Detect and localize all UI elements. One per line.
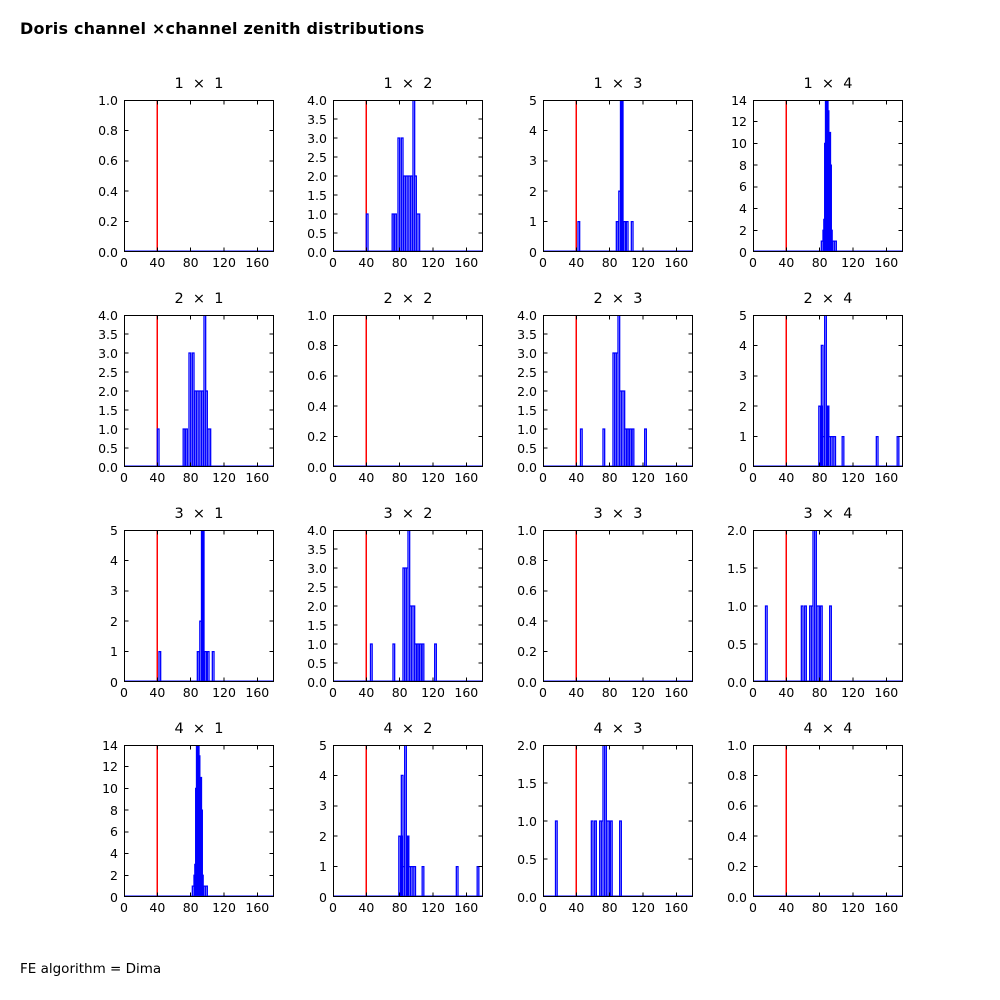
- histogram-path: [578, 100, 633, 251]
- x-tick-label: 80: [601, 255, 618, 270]
- x-tick-label: 0: [749, 255, 757, 270]
- plot-area: [543, 530, 693, 682]
- y-tick-label: 2.0: [307, 168, 327, 184]
- y-tick-label: 2: [110, 867, 118, 883]
- y-tick-label: 12: [102, 759, 118, 775]
- subplot-1x1: [98, 76, 274, 270]
- axes-frame: [125, 101, 274, 252]
- axes-frame: [754, 746, 903, 897]
- plot-area: [124, 100, 274, 252]
- y-tick-label: 0.0: [307, 244, 327, 260]
- y-tick-label: 2.0: [98, 383, 118, 399]
- plot-area: [333, 745, 483, 897]
- y-tick-label: 1.0: [517, 522, 537, 538]
- plot-area: [753, 100, 903, 252]
- y-tick-label: 2.5: [307, 579, 327, 595]
- plot-area: [333, 530, 483, 682]
- x-tick-label: 120: [841, 685, 865, 700]
- y-tick-label: 1.5: [727, 560, 747, 576]
- x-tick-label: 120: [421, 255, 445, 270]
- histogram-path: [766, 530, 832, 681]
- x-tick-label: 80: [601, 685, 618, 700]
- x-tick-label: 0: [539, 685, 547, 700]
- x-tick-label: 120: [631, 900, 655, 915]
- histogram-path: [556, 745, 622, 896]
- plot-area: [753, 315, 903, 467]
- y-tick-label: 0.2: [307, 429, 327, 445]
- y-tick-label: 0.5: [517, 440, 537, 456]
- plot-area: [124, 745, 274, 897]
- y-tick-label: 3.0: [517, 345, 537, 361]
- y-tick-label: 12: [731, 114, 747, 130]
- y-tick-label: 1.0: [98, 92, 118, 108]
- x-tick-label: 120: [212, 255, 236, 270]
- y-tick-label: 0: [739, 244, 747, 260]
- x-tick-label: 0: [329, 900, 337, 915]
- x-tick-label: 0: [539, 255, 547, 270]
- x-tick-label: 0: [749, 685, 757, 700]
- y-tick-label: 1.5: [98, 402, 118, 418]
- histogram-path: [581, 315, 647, 466]
- x-tick-label: 40: [358, 900, 375, 915]
- y-tick-label: 0.4: [517, 613, 537, 629]
- x-tick-label: 40: [149, 470, 166, 485]
- x-tick-label: 40: [149, 685, 166, 700]
- y-tick-label: 0: [110, 889, 118, 905]
- y-tick-label: 8: [739, 157, 747, 173]
- x-tick-label: 40: [358, 470, 375, 485]
- y-tick-label: 5: [739, 307, 747, 323]
- figure-title: Doris channel ×channel zenith distributions: [20, 19, 425, 38]
- subplot-3x2: [307, 506, 483, 700]
- x-tick-label: 40: [568, 685, 585, 700]
- x-tick-label: 160: [874, 685, 899, 700]
- y-tick-label: 10: [102, 780, 118, 796]
- y-tick-label: 2: [319, 828, 327, 844]
- y-tick-label: 1.0: [727, 598, 747, 614]
- y-tick-label: 2.0: [517, 737, 537, 753]
- x-tick-label: 120: [841, 255, 865, 270]
- x-tick-label: 0: [329, 685, 337, 700]
- x-tick-label: 40: [568, 900, 585, 915]
- x-tick-label: 160: [874, 470, 899, 485]
- y-tick-label: 14: [102, 737, 118, 753]
- x-tick-label: 40: [568, 255, 585, 270]
- y-tick-label: 0.2: [727, 859, 747, 875]
- y-tick-label: 1.0: [517, 421, 537, 437]
- x-tick-label: 0: [120, 900, 128, 915]
- y-tick-label: 0.8: [307, 337, 327, 353]
- x-tick-label: 0: [749, 900, 757, 915]
- y-tick-label: 2.5: [307, 149, 327, 165]
- x-tick-label: 120: [212, 900, 236, 915]
- x-tick-label: 160: [454, 900, 479, 915]
- x-tick-label: 160: [454, 255, 479, 270]
- subplot-2x1: [98, 291, 274, 485]
- subplot-1x2: [307, 76, 483, 270]
- y-tick-label: 0.8: [98, 122, 118, 138]
- subplot-3x1: [110, 506, 274, 700]
- x-tick-label: 80: [182, 470, 199, 485]
- subplot-title: 3 × 4: [803, 506, 853, 522]
- x-tick-label: 160: [245, 255, 270, 270]
- x-tick-label: 80: [182, 685, 199, 700]
- x-tick-label: 120: [631, 255, 655, 270]
- plot-area: [124, 530, 274, 682]
- y-tick-label: 0.4: [98, 183, 118, 199]
- y-tick-label: 0.6: [517, 583, 537, 599]
- x-tick-label: 80: [182, 900, 199, 915]
- y-tick-label: 2: [739, 398, 747, 414]
- y-tick-label: 3.0: [307, 130, 327, 146]
- y-tick-label: 1: [319, 859, 327, 875]
- subplot-2x2: [307, 291, 483, 485]
- y-tick-label: 0: [319, 889, 327, 905]
- x-tick-label: 120: [212, 685, 236, 700]
- y-tick-label: 0: [110, 674, 118, 690]
- y-tick-label: 3: [529, 153, 537, 169]
- y-tick-label: 3.0: [307, 560, 327, 576]
- figure-footer: FE algorithm = Dima: [20, 961, 162, 977]
- y-tick-label: 4.0: [517, 307, 537, 323]
- axes-frame: [544, 531, 693, 682]
- subplot-1x4: [731, 76, 903, 270]
- y-tick-label: 10: [731, 135, 747, 151]
- subplot-3x3: [517, 506, 693, 700]
- y-tick-label: 1.0: [307, 307, 327, 323]
- y-tick-label: 3.5: [307, 111, 327, 127]
- y-tick-label: 0.2: [517, 644, 537, 660]
- subplot-4x4: [727, 721, 903, 915]
- y-tick-label: 0.6: [307, 368, 327, 384]
- x-tick-label: 80: [391, 900, 408, 915]
- y-tick-label: 5: [319, 737, 327, 753]
- subplot-4x2: [319, 721, 483, 915]
- plot-area: [333, 100, 483, 252]
- x-tick-label: 160: [245, 470, 270, 485]
- y-tick-label: 2.5: [517, 364, 537, 380]
- x-tick-label: 0: [329, 470, 337, 485]
- x-tick-label: 120: [841, 900, 865, 915]
- x-tick-label: 40: [358, 685, 375, 700]
- y-tick-label: 0.2: [98, 214, 118, 230]
- plot-area: [753, 745, 903, 897]
- x-tick-label: 0: [329, 255, 337, 270]
- y-tick-label: 0.5: [517, 851, 537, 867]
- x-tick-label: 0: [539, 470, 547, 485]
- y-tick-label: 5: [529, 92, 537, 108]
- y-tick-label: 2.0: [517, 383, 537, 399]
- y-tick-label: 0.8: [727, 767, 747, 783]
- axes-frame: [334, 316, 483, 467]
- y-tick-label: 5: [110, 522, 118, 538]
- plot-area: [543, 315, 693, 467]
- x-tick-label: 120: [212, 470, 236, 485]
- x-tick-label: 80: [811, 900, 828, 915]
- histogram-path: [366, 100, 419, 251]
- y-tick-label: 0.0: [517, 674, 537, 690]
- y-tick-label: 2: [739, 222, 747, 238]
- subplot-2x3: [517, 291, 693, 485]
- y-tick-label: 3: [739, 368, 747, 384]
- subplot-title: 2 × 4: [803, 291, 853, 307]
- y-tick-label: 14: [731, 92, 747, 108]
- subplot-title: 3 × 2: [383, 506, 433, 522]
- y-tick-label: 8: [110, 802, 118, 818]
- x-tick-label: 160: [874, 255, 899, 270]
- y-tick-label: 1.5: [307, 617, 327, 633]
- y-tick-label: 0.0: [98, 459, 118, 475]
- y-tick-label: 1.0: [727, 737, 747, 753]
- y-tick-label: 3: [110, 583, 118, 599]
- subplot-title: 1 × 4: [803, 76, 853, 92]
- subplot-title: 3 × 1: [174, 506, 224, 522]
- histogram-path: [159, 530, 214, 681]
- axes-frame: [754, 531, 903, 682]
- y-tick-label: 0.5: [98, 440, 118, 456]
- x-tick-label: 160: [664, 255, 689, 270]
- subplot-title: 1 × 3: [593, 76, 643, 92]
- y-tick-label: 3.5: [98, 326, 118, 342]
- y-tick-label: 0.6: [98, 153, 118, 169]
- x-tick-label: 160: [245, 685, 270, 700]
- y-tick-label: 2.0: [727, 522, 747, 538]
- histogram-path: [157, 315, 210, 466]
- x-tick-label: 120: [421, 900, 445, 915]
- y-tick-label: 3: [319, 798, 327, 814]
- histogram-path: [192, 745, 207, 896]
- x-tick-label: 160: [454, 685, 479, 700]
- x-tick-label: 120: [841, 470, 865, 485]
- histogram-path: [819, 315, 899, 466]
- y-tick-label: 4: [110, 552, 118, 568]
- x-tick-label: 120: [631, 470, 655, 485]
- y-tick-label: 6: [739, 179, 747, 195]
- y-tick-label: 1: [529, 214, 537, 230]
- plot-area: [543, 100, 693, 252]
- x-tick-label: 40: [149, 255, 166, 270]
- subplot-3x4: [727, 506, 903, 700]
- y-tick-label: 0: [739, 459, 747, 475]
- axes-frame: [544, 746, 693, 897]
- y-tick-label: 2: [110, 613, 118, 629]
- x-tick-label: 0: [120, 470, 128, 485]
- x-tick-label: 160: [454, 470, 479, 485]
- histogram-path: [371, 530, 437, 681]
- y-tick-label: 4: [110, 846, 118, 862]
- x-tick-label: 40: [778, 470, 795, 485]
- y-tick-label: 2.0: [307, 598, 327, 614]
- y-tick-label: 1.0: [517, 813, 537, 829]
- y-tick-label: 1.0: [98, 421, 118, 437]
- y-tick-label: 1.0: [307, 206, 327, 222]
- y-tick-label: 0: [529, 244, 537, 260]
- x-tick-label: 40: [778, 900, 795, 915]
- y-tick-label: 3.0: [98, 345, 118, 361]
- x-tick-label: 80: [811, 255, 828, 270]
- x-tick-label: 0: [539, 900, 547, 915]
- y-tick-label: 0.5: [727, 636, 747, 652]
- x-tick-label: 80: [601, 900, 618, 915]
- y-tick-label: 4.0: [307, 92, 327, 108]
- y-tick-label: 4: [319, 767, 327, 783]
- y-tick-label: 0.5: [307, 655, 327, 671]
- x-tick-label: 160: [664, 900, 689, 915]
- y-tick-label: 0.0: [98, 244, 118, 260]
- x-tick-label: 120: [421, 470, 445, 485]
- y-tick-label: 1.5: [517, 775, 537, 791]
- histogram-path: [821, 100, 836, 251]
- y-tick-label: 0.0: [727, 674, 747, 690]
- y-tick-label: 0.0: [307, 674, 327, 690]
- x-tick-label: 0: [749, 470, 757, 485]
- subplot-title: 4 × 4: [803, 721, 853, 737]
- y-tick-label: 0.0: [307, 459, 327, 475]
- x-tick-label: 120: [421, 685, 445, 700]
- x-tick-label: 40: [778, 255, 795, 270]
- y-tick-label: 0.6: [727, 798, 747, 814]
- plot-area: [333, 315, 483, 467]
- x-tick-label: 80: [601, 470, 618, 485]
- y-tick-label: 0.0: [517, 459, 537, 475]
- histogram-path: [399, 745, 479, 896]
- x-tick-label: 80: [182, 255, 199, 270]
- y-tick-label: 0.4: [307, 398, 327, 414]
- y-tick-label: 0.0: [727, 889, 747, 905]
- y-tick-label: 2.5: [98, 364, 118, 380]
- subplot-4x3: [517, 721, 693, 915]
- y-tick-label: 0.5: [307, 225, 327, 241]
- x-tick-label: 160: [874, 900, 899, 915]
- subplot-title: 4 × 2: [383, 721, 433, 737]
- y-tick-label: 6: [110, 824, 118, 840]
- x-tick-label: 40: [358, 255, 375, 270]
- y-tick-label: 1: [739, 429, 747, 445]
- x-tick-label: 0: [120, 685, 128, 700]
- y-tick-label: 4: [739, 201, 747, 217]
- y-tick-label: 2: [529, 183, 537, 199]
- subplot-title: 2 × 1: [174, 291, 224, 307]
- x-tick-label: 0: [120, 255, 128, 270]
- y-tick-label: 4: [739, 337, 747, 353]
- x-tick-label: 40: [778, 685, 795, 700]
- y-tick-label: 1.5: [307, 187, 327, 203]
- x-tick-label: 120: [631, 685, 655, 700]
- subplot-title: 2 × 2: [383, 291, 433, 307]
- x-tick-label: 40: [568, 470, 585, 485]
- subplot-title: 4 × 3: [593, 721, 643, 737]
- x-tick-label: 160: [664, 470, 689, 485]
- plot-area: [753, 530, 903, 682]
- x-tick-label: 80: [811, 685, 828, 700]
- y-tick-label: 1.5: [517, 402, 537, 418]
- x-tick-label: 40: [149, 900, 166, 915]
- subplot-1x3: [529, 76, 693, 270]
- x-tick-label: 160: [664, 685, 689, 700]
- y-tick-label: 3.5: [307, 541, 327, 557]
- subplot-2x4: [739, 291, 903, 485]
- plot-area: [124, 315, 274, 467]
- x-tick-label: 80: [811, 470, 828, 485]
- y-tick-label: 0.8: [517, 552, 537, 568]
- y-tick-label: 0.4: [727, 828, 747, 844]
- y-tick-label: 3.5: [517, 326, 537, 342]
- x-tick-label: 80: [391, 470, 408, 485]
- y-tick-label: 0.0: [517, 889, 537, 905]
- plot-area: [543, 745, 693, 897]
- y-tick-label: 4.0: [307, 522, 327, 538]
- subplot-title: 3 × 3: [593, 506, 643, 522]
- subplot-4x1: [102, 721, 274, 915]
- subplot-title: 4 × 1: [174, 721, 224, 737]
- y-tick-label: 4.0: [98, 307, 118, 323]
- y-tick-label: 4: [529, 122, 537, 138]
- x-tick-label: 160: [245, 900, 270, 915]
- subplot-title: 1 × 2: [383, 76, 433, 92]
- subplot-title: 2 × 3: [593, 291, 643, 307]
- subplot-title: 1 × 1: [174, 76, 224, 92]
- y-tick-label: 1: [110, 644, 118, 660]
- x-tick-label: 80: [391, 255, 408, 270]
- y-tick-label: 1.0: [307, 636, 327, 652]
- x-tick-label: 80: [391, 685, 408, 700]
